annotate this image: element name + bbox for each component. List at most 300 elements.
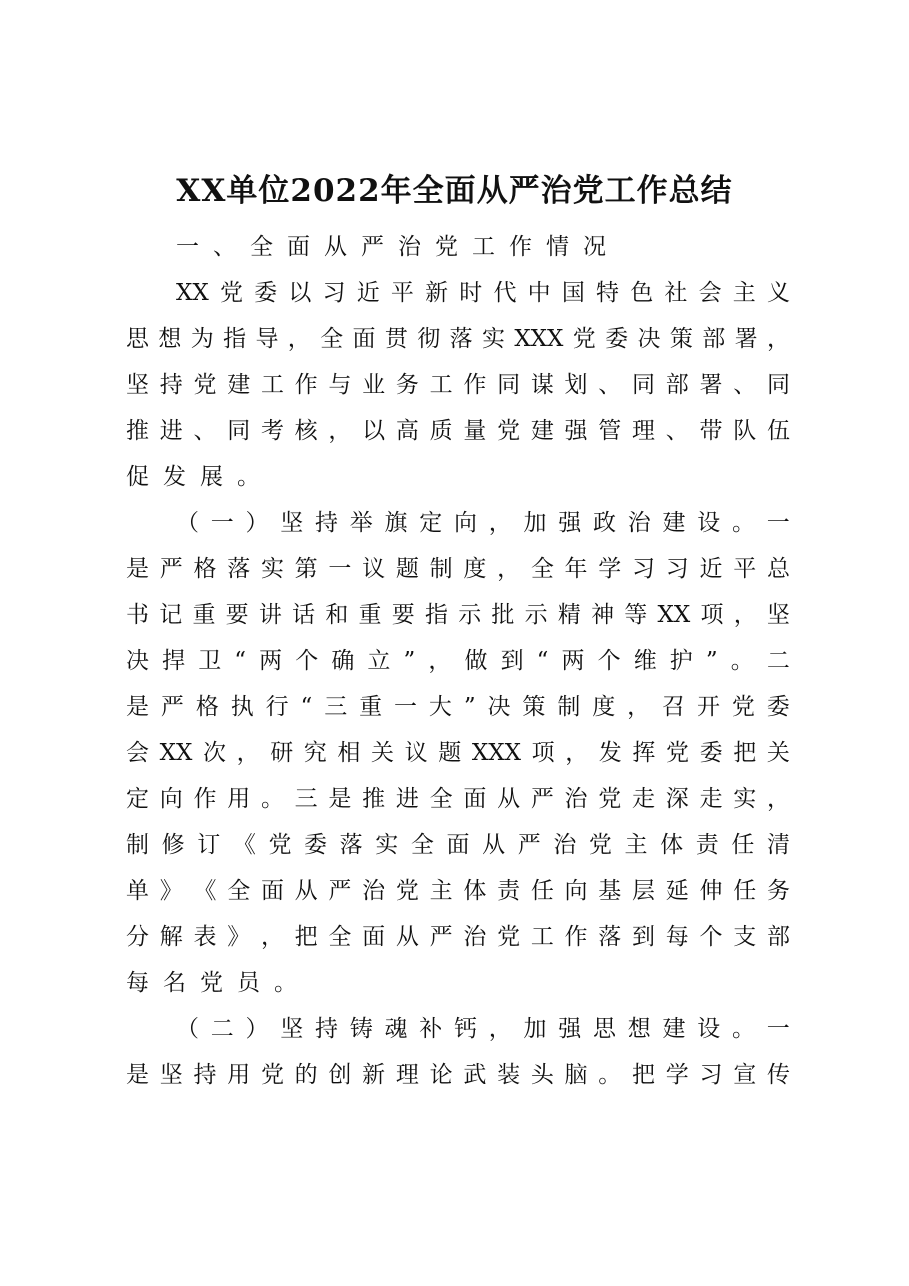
text-char: 党 [395,878,419,904]
text-char: 委 [304,832,328,858]
text-char: 武 [463,1062,487,1088]
text-char: 和 [325,602,349,628]
text-char: 学 [665,1062,689,1088]
text-char: 平 [390,280,414,306]
paragraph-line [126,1006,790,1052]
text-char: 第 [294,556,318,582]
text-char: 党 [193,372,217,398]
text-char: 护 [669,648,693,674]
text-char: 从 [497,786,521,812]
text-char: 习 [322,280,346,306]
paragraph-line [126,730,790,776]
text-char: 管 [598,418,622,444]
text-char: 落 [449,326,473,352]
text-char: 论 [429,1062,453,1088]
text-char: 、 [733,372,757,398]
text-char: 作 [463,372,487,398]
text-char: 推 [362,786,386,812]
text-char: 格 [195,694,219,720]
text-char: 业 [362,372,386,398]
paragraph-line [126,500,790,546]
text-char: ， [733,602,757,628]
text-char: 究 [303,740,327,766]
text-char: 体 [660,832,684,858]
text-char: 制 [429,556,453,582]
text-char: 深 [665,786,689,812]
text-char: 宣 [733,1062,757,1088]
text-char: 主 [429,878,453,904]
text-char: 坚 [280,510,304,536]
text-char: 责 [695,832,719,858]
text-char: 钙 [454,1016,477,1042]
text-char: 定 [126,786,149,812]
text-char: 党 [497,924,521,950]
text-char: 向 [564,878,588,904]
text-char: 全 [429,786,453,812]
text-char: 二 [766,648,790,674]
text-char: 全 [320,326,344,352]
text-char: 部 [766,924,790,950]
text-char: 决 [487,694,511,720]
text-char: 是 [126,1062,149,1088]
text-char: 主 [732,280,756,306]
document-body [126,224,790,1098]
text-char: 一 [210,510,234,536]
text-char: 任 [530,878,554,904]
text-char: ， [428,648,452,674]
text-char: 立 [367,648,391,674]
text-char: 、 [598,372,622,398]
text-char: 是 [126,694,149,720]
text-char: 两 [561,648,585,674]
text-char: 清 [766,832,790,858]
text-char: 署 [734,326,758,352]
paragraph-line [126,776,790,822]
text-char: 面 [260,878,284,904]
text-char: 进 [159,418,183,444]
text-char: 加 [523,1016,547,1042]
text-char: 色 [630,280,654,306]
text-char: 到 [632,924,656,950]
text-char: 层 [632,878,656,904]
text-char: 政 [593,510,616,536]
text-char: 题 [395,556,419,582]
text-char: 从 [482,832,506,858]
text-char: 工 [530,924,554,950]
text-char: XX [159,740,193,766]
text-char: 委 [605,326,629,352]
text-char: 同 [227,418,251,444]
text-char: “ [234,648,247,674]
text-char: 设 [697,510,721,536]
text-char: 任 [731,832,755,858]
text-char: 谋 [530,372,554,398]
text-char: 推 [126,418,149,444]
text-char: 治 [463,924,487,950]
text-char: 党 [497,418,521,444]
text-char: 治 [398,234,421,260]
text-char: 总 [766,556,790,582]
text-char: 。 [260,786,284,812]
text-char: 维 [633,648,657,674]
text-char: 建 [530,418,554,444]
text-char: 关 [371,740,395,766]
text-char: 《 [193,878,217,904]
text-char: 示 [524,602,548,628]
text-char: 持 [193,1062,217,1088]
text-char: 促 [126,464,149,490]
text-char: 书 [126,602,149,628]
text-char: 讲 [258,602,282,628]
text-char: 坚 [159,1062,183,1088]
text-char: 名 [163,970,186,996]
text-char: 一 [766,510,790,536]
text-char: 大 [428,694,452,720]
text-char: 工 [472,234,495,260]
text-char: 实 [260,556,284,582]
text-char: 要 [391,602,415,628]
text-char: 治 [564,786,588,812]
text-char: 持 [159,372,183,398]
text-char: 面 [446,832,470,858]
text-char: 做 [464,648,488,674]
text-char: 建 [227,372,251,398]
text-char: 研 [270,740,294,766]
text-char: 新 [425,280,449,306]
text-char: 延 [665,878,689,904]
section-heading [126,224,790,270]
paragraph-line [126,684,790,730]
text-char: 中 [527,280,551,306]
text-char: 向 [454,510,477,536]
text-char: 用 [227,1062,251,1088]
text-char: 每 [665,924,689,950]
text-char: 委 [699,740,723,766]
paragraph-line [126,408,790,454]
text-char: 坚 [766,602,790,628]
text-char: ， [260,924,284,950]
paragraph-line [126,362,790,408]
text-char: 委 [254,280,278,306]
text-char: 作 [294,372,318,398]
text-char: 党 [588,832,612,858]
text-char: 相 [337,740,361,766]
text-char: 党 [260,1062,284,1088]
text-char: 情 [546,234,569,260]
paragraph-line [126,1052,790,1098]
text-char: 同 [632,372,656,398]
text-char: 党 [598,786,622,812]
text-char: 把 [632,1062,656,1088]
text-char: 装 [497,1062,521,1088]
text-char: 贯 [384,326,408,352]
text-char: “ [536,648,549,674]
text-char: 实 [733,786,757,812]
text-char: 全 [227,878,251,904]
text-char: 理 [395,1062,419,1088]
text-char: 一 [328,556,352,582]
text-char: 项 [700,602,724,628]
text-char: 三 [324,694,348,720]
text-char: 决 [637,326,661,352]
text-char: 严 [160,694,184,720]
text-char: 实 [481,326,505,352]
text-char: 社 [664,280,688,306]
text-char: 记 [159,602,183,628]
text-char: 强 [558,510,582,536]
text-char: ， [766,786,790,812]
text-char: 一 [394,694,418,720]
text-char: 题 [438,740,462,766]
text-char: 全 [250,234,273,260]
text-char: 强 [564,418,588,444]
text-char: 代 [493,280,517,306]
text-char: 开 [696,694,720,720]
text-char: 带 [699,418,723,444]
text-char: 治 [362,878,386,904]
text-char: 度 [592,694,616,720]
text-char: 平 [733,556,757,582]
text-char: 三 [294,786,318,812]
paragraph-part-2 [126,1006,790,1098]
text-char: 策 [522,694,546,720]
text-char: 一 [176,234,199,260]
text-char: 义 [766,280,790,306]
text-char: 全 [530,556,554,582]
text-char: 彻 [417,326,441,352]
document-title: XX单位2022年全面从严治党工作总结 [176,173,733,209]
text-char: 脑 [564,1062,588,1088]
text-char: 质 [429,418,453,444]
text-char: 与 [328,372,352,398]
text-char: 习 [665,556,689,582]
text-char: 落 [227,556,251,582]
text-char: 习 [632,556,656,582]
paragraph-intro [126,270,790,500]
text-char: 强 [558,1016,582,1042]
text-char: 重 [359,694,383,720]
text-char: 作 [564,924,588,950]
text-char: 时 [459,280,483,306]
text-char: 划 [564,372,588,398]
paragraph-line [126,638,790,684]
text-char: 挥 [632,740,656,766]
text-char: 是 [328,786,352,812]
paragraph-line [126,822,790,868]
text-char: 基 [598,878,622,904]
text-char: 表 [193,924,217,950]
text-char: 治 [553,832,577,858]
text-char: 次 [202,740,226,766]
text-char: 落 [598,924,622,950]
text-char: ， [328,418,352,444]
text-char: 以 [288,280,312,306]
text-char: 铸 [349,1016,373,1042]
text-char: 面 [352,326,376,352]
text-char: 是 [126,556,149,582]
text-char: XXX [471,740,521,766]
text-char: 重 [358,602,382,628]
text-char: 卫 [198,648,222,674]
text-char: 加 [523,510,547,536]
text-char: 实 [375,832,399,858]
text-char: 高 [395,418,419,444]
text-char: 核 [294,418,318,444]
text-char: 决 [126,648,149,674]
text-char: 补 [419,1016,443,1042]
text-char: 务 [766,878,790,904]
text-char: 特 [596,280,619,306]
text-char: 、 [665,418,689,444]
text-char: 》 [227,924,251,950]
text-char: ， [287,326,311,352]
text-char: 捍 [162,648,186,674]
text-char: 为 [190,326,214,352]
text-char: 党 [731,694,755,720]
text-char: ， [236,740,260,766]
text-char: 一 [766,1016,790,1042]
text-char: 党 [666,740,690,766]
text-char: 工 [429,372,453,398]
text-char: 、 [213,234,236,260]
text-char: 、 [193,418,217,444]
text-char: 要 [225,602,249,628]
text-char: 近 [699,556,723,582]
text-char: XX [176,280,209,306]
text-char: 解 [159,924,183,950]
text-char: 严 [429,924,453,950]
text-char: 全 [410,832,434,858]
text-char: 的 [294,1062,318,1088]
text-char: 部 [702,326,726,352]
text-char: 年 [564,556,588,582]
text-char: 召 [662,694,686,720]
text-char: 。 [732,510,755,536]
text-char: 创 [328,1062,352,1088]
text-char: 考 [260,418,284,444]
text-char: 到 [500,648,524,674]
text-char: XX [657,602,691,628]
text-char: 从 [395,924,419,950]
text-char: “ [300,694,313,720]
text-char: 魂 [384,1016,408,1042]
text-char: 。 [237,464,260,490]
text-char: 严 [159,556,183,582]
paragraph-line [126,960,790,1006]
text-char: ， [488,510,512,536]
text-char: 落 [339,832,363,858]
text-char: 导 [255,326,279,352]
text-char: 思 [126,326,149,352]
text-char: 走 [699,786,723,812]
paragraph-line [126,270,790,316]
text-char: ， [488,1016,512,1042]
text-char: 议 [362,556,386,582]
text-char: 党 [572,326,596,352]
text-char: 个 [295,648,319,674]
text-char: 建 [662,510,686,536]
text-char: 设 [697,1016,721,1042]
text-char: 把 [294,924,318,950]
text-char: 举 [349,510,373,536]
text-char: 制 [126,832,149,858]
text-char: 发 [598,740,622,766]
text-char: 党 [219,280,243,306]
text-char: 会 [126,740,149,766]
text-char: 量 [463,418,487,444]
text-char: 行 [265,694,289,720]
text-char: 治 [627,510,651,536]
text-char: 理 [632,418,656,444]
text-char: 况 [583,234,606,260]
text-char: 度 [463,556,487,582]
text-char: 新 [362,1062,386,1088]
text-char: 。 [730,648,754,674]
paragraph-line [126,914,790,960]
paragraph-line [126,454,790,500]
text-char: 话 [292,602,316,628]
text-char: 展 [200,464,223,490]
text-char: 二 [210,1016,234,1042]
text-char: 持 [315,510,338,536]
text-char: 严 [517,832,541,858]
text-char: ， [766,326,790,352]
text-char: 面 [463,786,487,812]
text-char: 持 [315,1016,338,1042]
text-char: ） [245,510,269,536]
text-char: 关 [766,740,790,766]
text-char: 支 [733,924,757,950]
text-char: 议 [404,740,428,766]
text-char: 示 [458,602,482,628]
text-char: 务 [395,372,419,398]
text-char: 项 [531,740,555,766]
text-char: 定 [419,510,443,536]
text-char: ， [627,694,651,720]
text-char: XXX [514,326,564,352]
text-char: 想 [627,1016,651,1042]
text-char: 习 [699,1062,723,1088]
text-char: 两 [259,648,283,674]
text-char: 任 [733,878,757,904]
text-char: 把 [733,740,757,766]
text-char: 进 [395,786,419,812]
text-char: （ [176,1016,199,1042]
text-char: 用 [227,786,251,812]
text-char: 伸 [699,878,723,904]
paragraph-line [126,316,790,362]
text-char: 头 [530,1062,554,1088]
paragraph-line [126,592,790,638]
text-char: 格 [193,556,217,582]
text-char: 分 [126,924,149,950]
text-char: 建 [662,1016,686,1042]
text-char: 严 [361,234,384,260]
text-char: 面 [287,234,310,260]
text-char: 署 [699,372,723,398]
text-char: 面 [362,924,386,950]
text-char: 修 [161,832,185,858]
text-char: 个 [699,924,723,950]
text-char: 队 [733,418,757,444]
text-char: 坚 [126,372,149,398]
text-char: 学 [598,556,622,582]
text-char: ， [565,740,589,766]
text-char: 作 [509,234,532,260]
text-char: 作 [193,786,217,812]
text-char: 严 [530,786,554,812]
text-char: 指 [223,326,247,352]
